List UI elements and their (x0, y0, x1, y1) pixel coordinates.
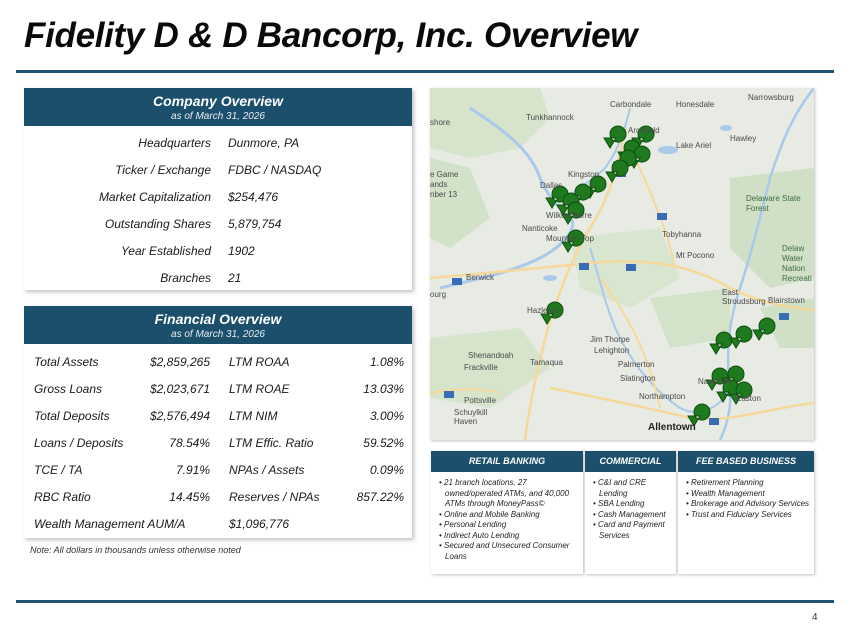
financial-row (24, 483, 412, 510)
company-row-label: Year Established (120, 244, 211, 258)
company-row-label: Branches (160, 271, 211, 285)
segment-item: • Secured and Unsecured Consumer Loans (437, 541, 583, 562)
map-label: Jim Thorpe (590, 335, 630, 344)
financial-metric-value: $2,023,671 (149, 382, 210, 396)
map-label: Carbondale (610, 100, 652, 109)
financial-row (24, 456, 412, 483)
branch-pin (753, 318, 775, 340)
map-background (430, 88, 814, 440)
map-label: Lake Ariel (676, 141, 712, 150)
financial-metric-value: 59.52% (363, 436, 404, 450)
page-number: 4 (812, 612, 818, 623)
segment-commercial (585, 451, 676, 574)
company-overview-header (24, 88, 412, 126)
map-label: Mountain Top (546, 234, 594, 243)
segment-item: • Online and Mobile Banking (437, 510, 583, 521)
map-label: e Game (430, 170, 459, 179)
financial-metric-label: Total Deposits (34, 409, 110, 423)
financial-metric-label: Gross Loans (34, 382, 103, 396)
financial-metric-label: LTM ROAA (229, 355, 290, 369)
route-shield (709, 418, 719, 425)
company-row (24, 182, 412, 209)
map-label: ands (430, 180, 448, 189)
company-row (24, 236, 412, 263)
financial-metric-label: LTM Effic. Ratio (229, 436, 314, 450)
segment-item: • Brokerage and Advisory Services (684, 499, 814, 510)
company-overview-subtitle: as of March 31, 2026 (171, 111, 265, 122)
segment-item: • 21 branch locations, 27 owned/operated ATMs, and 40,000 ATMs through MoneyPass© (437, 478, 583, 510)
company-row-label: Outstanding Shares (104, 217, 211, 231)
map-label: Blairstown (768, 296, 805, 305)
lake (658, 146, 678, 154)
financial-metric-value: 14.45% (169, 490, 210, 504)
map-label: Recreati (782, 274, 812, 283)
financial-metric-label: LTM ROAE (229, 382, 290, 396)
financial-metric-value: 3.00% (369, 409, 404, 423)
map-label: Shenandoah (468, 351, 514, 360)
financial-metric-label: Reserves / NPAs (229, 490, 320, 504)
financial-overview-header (24, 306, 412, 344)
title-divider (16, 70, 834, 73)
segment-title: RETAIL BANKING (431, 451, 583, 472)
route-shield (779, 313, 789, 320)
financial-metric-value: $2,859,265 (149, 355, 210, 369)
financial-metric-label: LTM NIM (229, 409, 278, 423)
map-label: Dallas (540, 181, 563, 190)
map-label: Berwick (466, 273, 495, 282)
footer-divider (16, 600, 834, 603)
segment-title: FEE BASED BUSINESS (678, 451, 814, 472)
financial-metric-value: $1,096,776 (229, 517, 290, 531)
route-shield (626, 264, 636, 271)
map-label: Tobyhanna (662, 230, 702, 239)
map-label: Palmerton (618, 360, 655, 369)
segment-item: • Personal Lending (437, 520, 583, 531)
company-row (24, 128, 412, 155)
financial-metric-label: TCE / TA (34, 463, 83, 477)
company-row-value: Dunmore, PA (228, 136, 300, 150)
company-overview-title: Company Overview (153, 93, 283, 109)
map-label: Nazareth (698, 377, 731, 386)
segment-list (678, 478, 814, 520)
financial-row (24, 429, 412, 456)
lake (543, 275, 557, 281)
segment-title: COMMERCIAL (585, 451, 676, 472)
segment-item: • Cash Management (591, 510, 676, 521)
map-label: Delaware State Forest (746, 194, 801, 213)
map-label: Tunkhannock (526, 113, 574, 122)
financial-overview-title: Financial Overview (154, 311, 282, 327)
financial-metric-label: Loans / Deposits (34, 436, 124, 450)
financial-metric-value: $2,576,494 (149, 409, 210, 423)
segment-item: • Trust and Fiduciary Services (684, 510, 814, 521)
company-row-value: 5,879,754 (228, 217, 282, 231)
route-shield (579, 263, 589, 270)
map-label: Northampton (639, 392, 686, 401)
map-label: Nation (782, 264, 806, 273)
map-label: Frackville (464, 363, 498, 372)
page-title: Fidelity D & D Bancorp, Inc. Overview (24, 16, 638, 55)
company-row-value: 1902 (228, 244, 255, 258)
company-row-label: Headquarters (138, 136, 211, 150)
financial-row (24, 348, 412, 375)
map-label: Lehighton (594, 346, 630, 355)
map-label: Hawley (730, 134, 757, 143)
segment-item: • Indirect Auto Lending (437, 531, 583, 542)
company-row-value: $254,476 (228, 190, 279, 204)
company-row (24, 263, 412, 290)
financial-metric-label: Wealth Management AUM/A (34, 517, 186, 531)
company-row (24, 155, 412, 182)
segment-item: • SBA Lending (591, 499, 676, 510)
map-label: shore (430, 118, 451, 127)
company-row-label: Market Capitalization (98, 190, 211, 204)
financial-metric-value: 7.91% (175, 463, 210, 477)
route-shield (452, 278, 462, 285)
financial-row (24, 375, 412, 402)
branch-pin (730, 326, 752, 348)
financial-overview-panel (24, 306, 412, 538)
segment-list (431, 478, 583, 562)
financial-metric-label: RBC Ratio (34, 490, 91, 504)
company-row-value: 21 (228, 271, 242, 285)
map-label: Pottsville (464, 396, 497, 405)
map-label: Water (782, 254, 804, 263)
map-label: Wilkes-Barre (546, 211, 592, 220)
financial-metric-value: 78.54% (169, 436, 210, 450)
financial-metric-value: 1.08% (369, 355, 404, 369)
financial-row (24, 402, 412, 429)
map-label: Kingston (568, 170, 600, 179)
map-label: Tamaqua (530, 358, 563, 367)
financial-overview-subtitle: as of March 31, 2026 (171, 329, 265, 340)
segment-list (585, 478, 676, 541)
map-label: ourg (430, 290, 447, 299)
segment-item: • Wealth Management (684, 489, 814, 500)
company-row (24, 209, 412, 236)
map-label: Schuylkill Haven (454, 408, 488, 426)
map-label: Allentown (648, 422, 696, 433)
segment-retail-banking (431, 451, 583, 574)
financial-metric-label: NPAs / Assets (229, 463, 305, 477)
company-row-label: Ticker / Exchange (115, 163, 211, 177)
route-shield (444, 391, 454, 398)
financial-metric-value: 0.09% (369, 463, 404, 477)
segment-item: • C&I and CRE Lending (591, 478, 676, 499)
map-label: Easton (736, 394, 761, 403)
map-label: Hazleton (527, 306, 559, 315)
map-label: Narrowsburg (748, 93, 794, 102)
route-shield (657, 213, 667, 220)
financial-metric-value: 13.03% (363, 382, 404, 396)
financial-metric-label: Total Assets (34, 355, 99, 369)
map-label: nber 13 (430, 190, 458, 199)
company-row-value: FDBC / NASDAQ (228, 163, 322, 177)
company-overview-panel (24, 88, 412, 290)
map-label: Archbald (628, 126, 660, 135)
financial-metric-value: 857.22% (356, 490, 404, 504)
branch-map (430, 88, 814, 440)
footnote: Note: All dollars in thousands unless otherwise noted (30, 545, 241, 555)
map-label: Mt Pocono (676, 251, 715, 260)
lake (720, 125, 732, 131)
map-label: Honesdale (676, 100, 715, 109)
map-label: Nanticoke (522, 224, 558, 233)
map-label: East Stroudsburg (722, 288, 766, 306)
segment-item: • Retirement Planning (684, 478, 814, 489)
map-label: Slatington (620, 374, 656, 383)
map-label: Delaw (782, 244, 805, 253)
financial-row (24, 510, 412, 537)
segment-item: • Card and Payment Services (591, 520, 676, 541)
segment-fee-based-business (678, 451, 814, 574)
